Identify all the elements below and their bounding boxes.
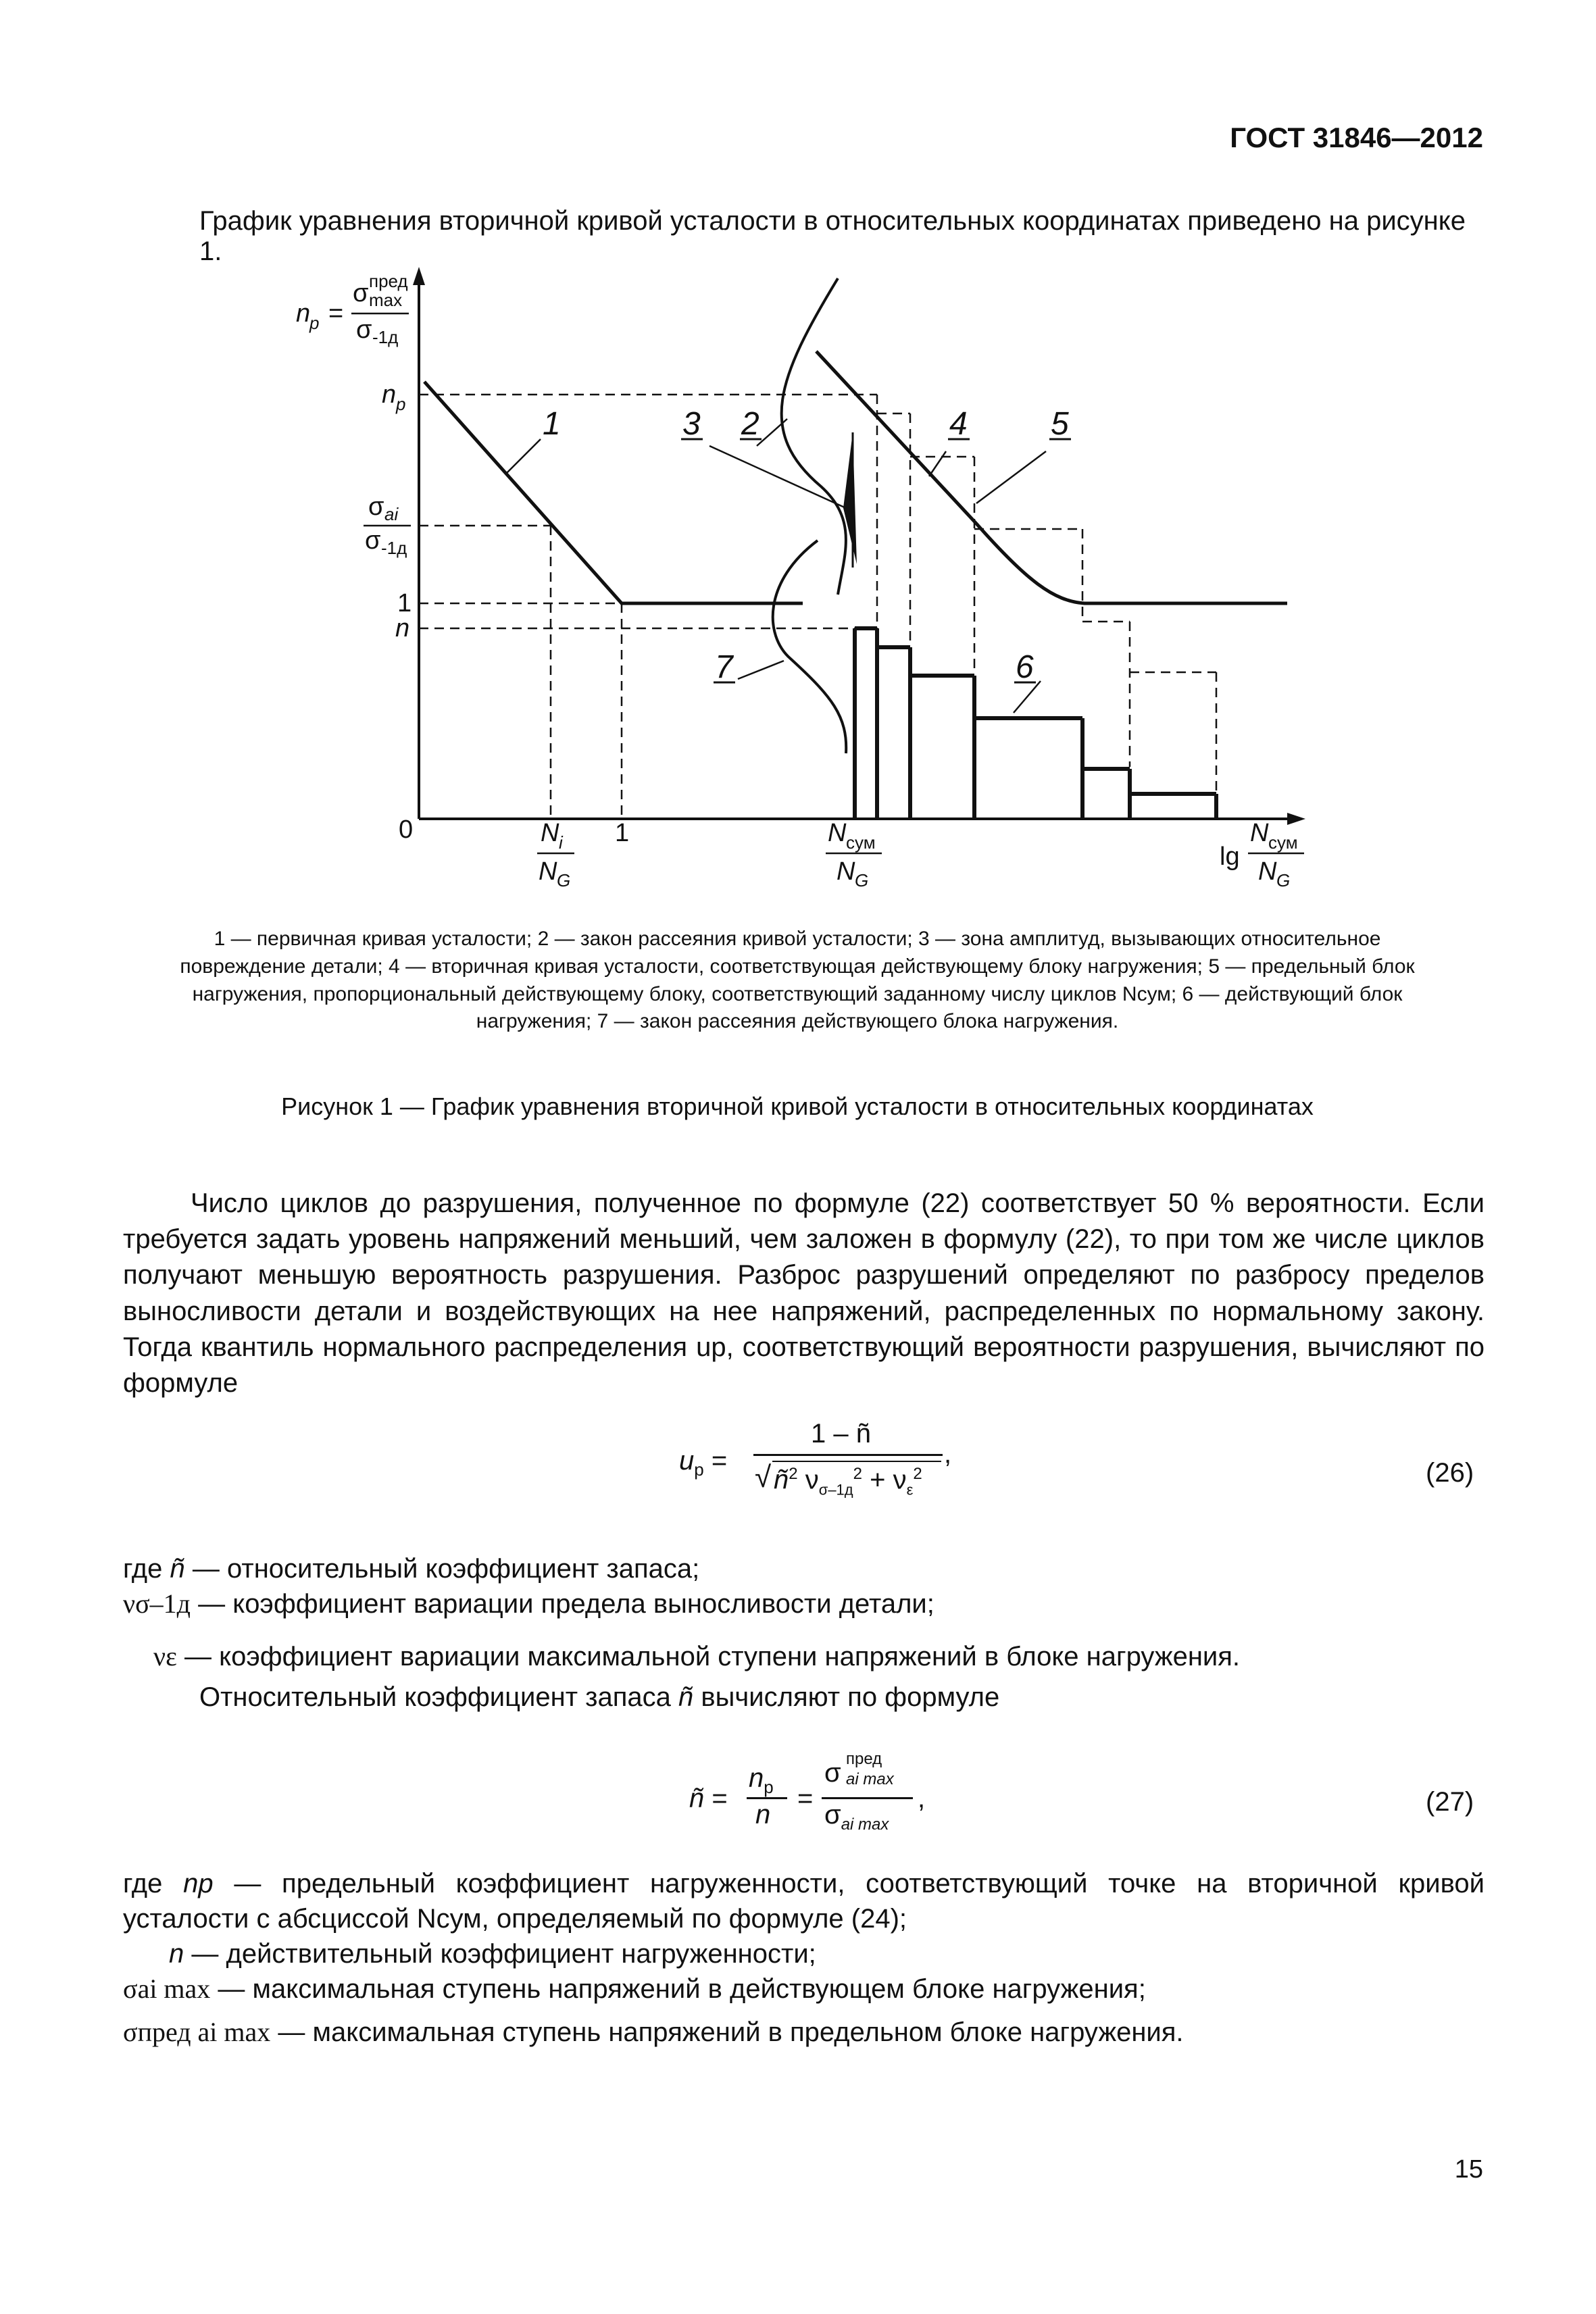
equation-26: $u_р$ = 1 – ñ √ $ñ^2$ $\nu_{\sigma-1д}^2 + \nu_\varepsilon^2$ , xyxy=(679,1419,952,1499)
def-nu-eps: νε — коэффициент вариации максимальной ступени напряжений в блоке нагружения. xyxy=(153,1641,1241,1671)
svg-text:сум: сум xyxy=(1268,832,1298,853)
standard-header: ГОСТ 31846—2012 xyxy=(1230,122,1483,153)
svg-text:i: i xyxy=(559,832,563,853)
svg-text:-1д: -1д xyxy=(372,327,399,347)
ytick-np: n xyxy=(382,380,397,409)
equation-27-number: (27) xyxy=(1426,1787,1474,1817)
svg-text:p: p xyxy=(396,394,406,414)
def-sigma-pred: σпред ai max — максимальная ступень напряжений в предельном блоке нагружения. xyxy=(123,2017,1184,2047)
svg-text:σ: σ xyxy=(365,526,381,555)
line-before-27: Относительный коэффициент запаса ñ вычисляют по формуле xyxy=(199,1682,1000,1712)
fatigue-figure xyxy=(0,0,1596,919)
svg-text:G: G xyxy=(557,870,571,890)
where-list-27 xyxy=(123,1866,1485,2050)
origin-label: 0 xyxy=(399,815,414,844)
y-axis-title xyxy=(296,271,409,347)
acting-block-scatter-curve xyxy=(773,540,847,753)
svg-text:ai: ai xyxy=(384,504,399,524)
svg-text:σ: σ xyxy=(353,279,369,307)
xtick-nsum: N xyxy=(828,819,847,847)
svg-text:p: p xyxy=(309,313,320,333)
secondary-fatigue-curve xyxy=(816,351,1287,603)
figure-legend: 1 — первичная кривая усталости; 2 — закон рассеяния кривой усталости; 3 — зона амплитуд, вызывающих относительное повреждение детали; 4 — вторичная кривая усталости, соответствующая действующему блоку нагружения; 5 — предельный блок нагружения, пропорциональный действующему блоку, соответствующий заданному числу циклов Nсум; 6 — действующий блок нагружения; 7 — закон рассеяния действующего блока нагружения. xyxy=(180,928,1415,1033)
def-np: где np — предельный коэффициент нагруженности, соответствующий точке на вторичной кривой усталости с абсциссой Nсум, определяемый по формуле (24); xyxy=(123,1869,1485,1934)
ytick-sigma-ai: σ xyxy=(368,493,384,521)
acting-load-block xyxy=(855,628,1216,819)
def-sigma-ai-max: σai max — максимальная ступень напряжений в действующем блоке нагружения; xyxy=(123,1973,1146,2004)
svg-text:пред: пред xyxy=(369,271,408,291)
svg-text:σ: σ xyxy=(356,316,372,344)
x-axis-title: N xyxy=(1250,819,1269,847)
dashed-guides xyxy=(419,395,1216,819)
label-curve-2: 2 xyxy=(741,406,759,442)
svg-text:G: G xyxy=(855,870,869,890)
label-curve-4: 4 xyxy=(949,406,968,442)
page-number: 15 xyxy=(1454,2155,1483,2184)
def-nu-sigma: νσ–1д — коэффициент вариации предела выносливости детали; xyxy=(123,1588,934,1619)
svg-text:N: N xyxy=(539,857,557,886)
equation-26-number: (26) xyxy=(1426,1458,1474,1488)
ytick-n: n xyxy=(395,614,410,643)
xtick-ni: N xyxy=(541,819,559,847)
equation-27: ñ = $n_p$ n = σ пред ai max $\sigma_{ai max}$ , xyxy=(689,1750,926,1834)
x-axis-arrow xyxy=(1287,813,1305,825)
def-n-tilde: где ñ — относительный коэффициент запаса; xyxy=(123,1554,700,1584)
label-curve-3: 3 xyxy=(682,406,701,442)
svg-text:max: max xyxy=(369,290,403,310)
svg-text:сум: сум xyxy=(846,832,876,853)
intro-text: График уравнения вторичной кривой усталости в относительных координатах приведено на рисунке 1. xyxy=(199,206,1466,266)
def-n: n — действительный коэффициент нагруженности; xyxy=(169,1939,816,1969)
ytick-one: 1 xyxy=(397,589,412,618)
figure-title: Рисунок 1 — График уравнения вторичной кривой усталости в относительных координатах xyxy=(281,1092,1314,1120)
label-curve-6: 6 xyxy=(1016,649,1034,685)
svg-text:N: N xyxy=(1258,857,1277,886)
svg-text:=: = xyxy=(328,299,344,328)
x-axis-lg: lg xyxy=(1220,842,1240,871)
xtick-one: 1 xyxy=(615,819,630,847)
scatter-law-curve xyxy=(782,278,846,595)
body-paragraph: Число циклов до разрушения, полученное по формуле (22) соответствует 50 % вероятности. Если требуется задать уровень напряжений меньший, чем заложен в формулу (22), то при том же числе циклов получают меньшую вероятность разрушения. Разброс разрушений определяют по разбросу пределов выносливости детали и воздействующих на нее напряжений, распределенных по нормальному закону. Тогда квантиль нормального распределения uр, соответствующий вероятности разрушения, вычисляют по формуле xyxy=(123,1188,1485,1398)
svg-text:n: n xyxy=(296,299,311,328)
label-curve-7: 7 xyxy=(715,649,733,685)
svg-text:N: N xyxy=(837,857,855,886)
y-axis-arrow xyxy=(413,267,425,285)
svg-text:G: G xyxy=(1276,870,1291,890)
label-curve-5: 5 xyxy=(1051,406,1069,442)
svg-text:-1д: -1д xyxy=(381,538,407,558)
label-curve-1: 1 xyxy=(543,406,561,442)
